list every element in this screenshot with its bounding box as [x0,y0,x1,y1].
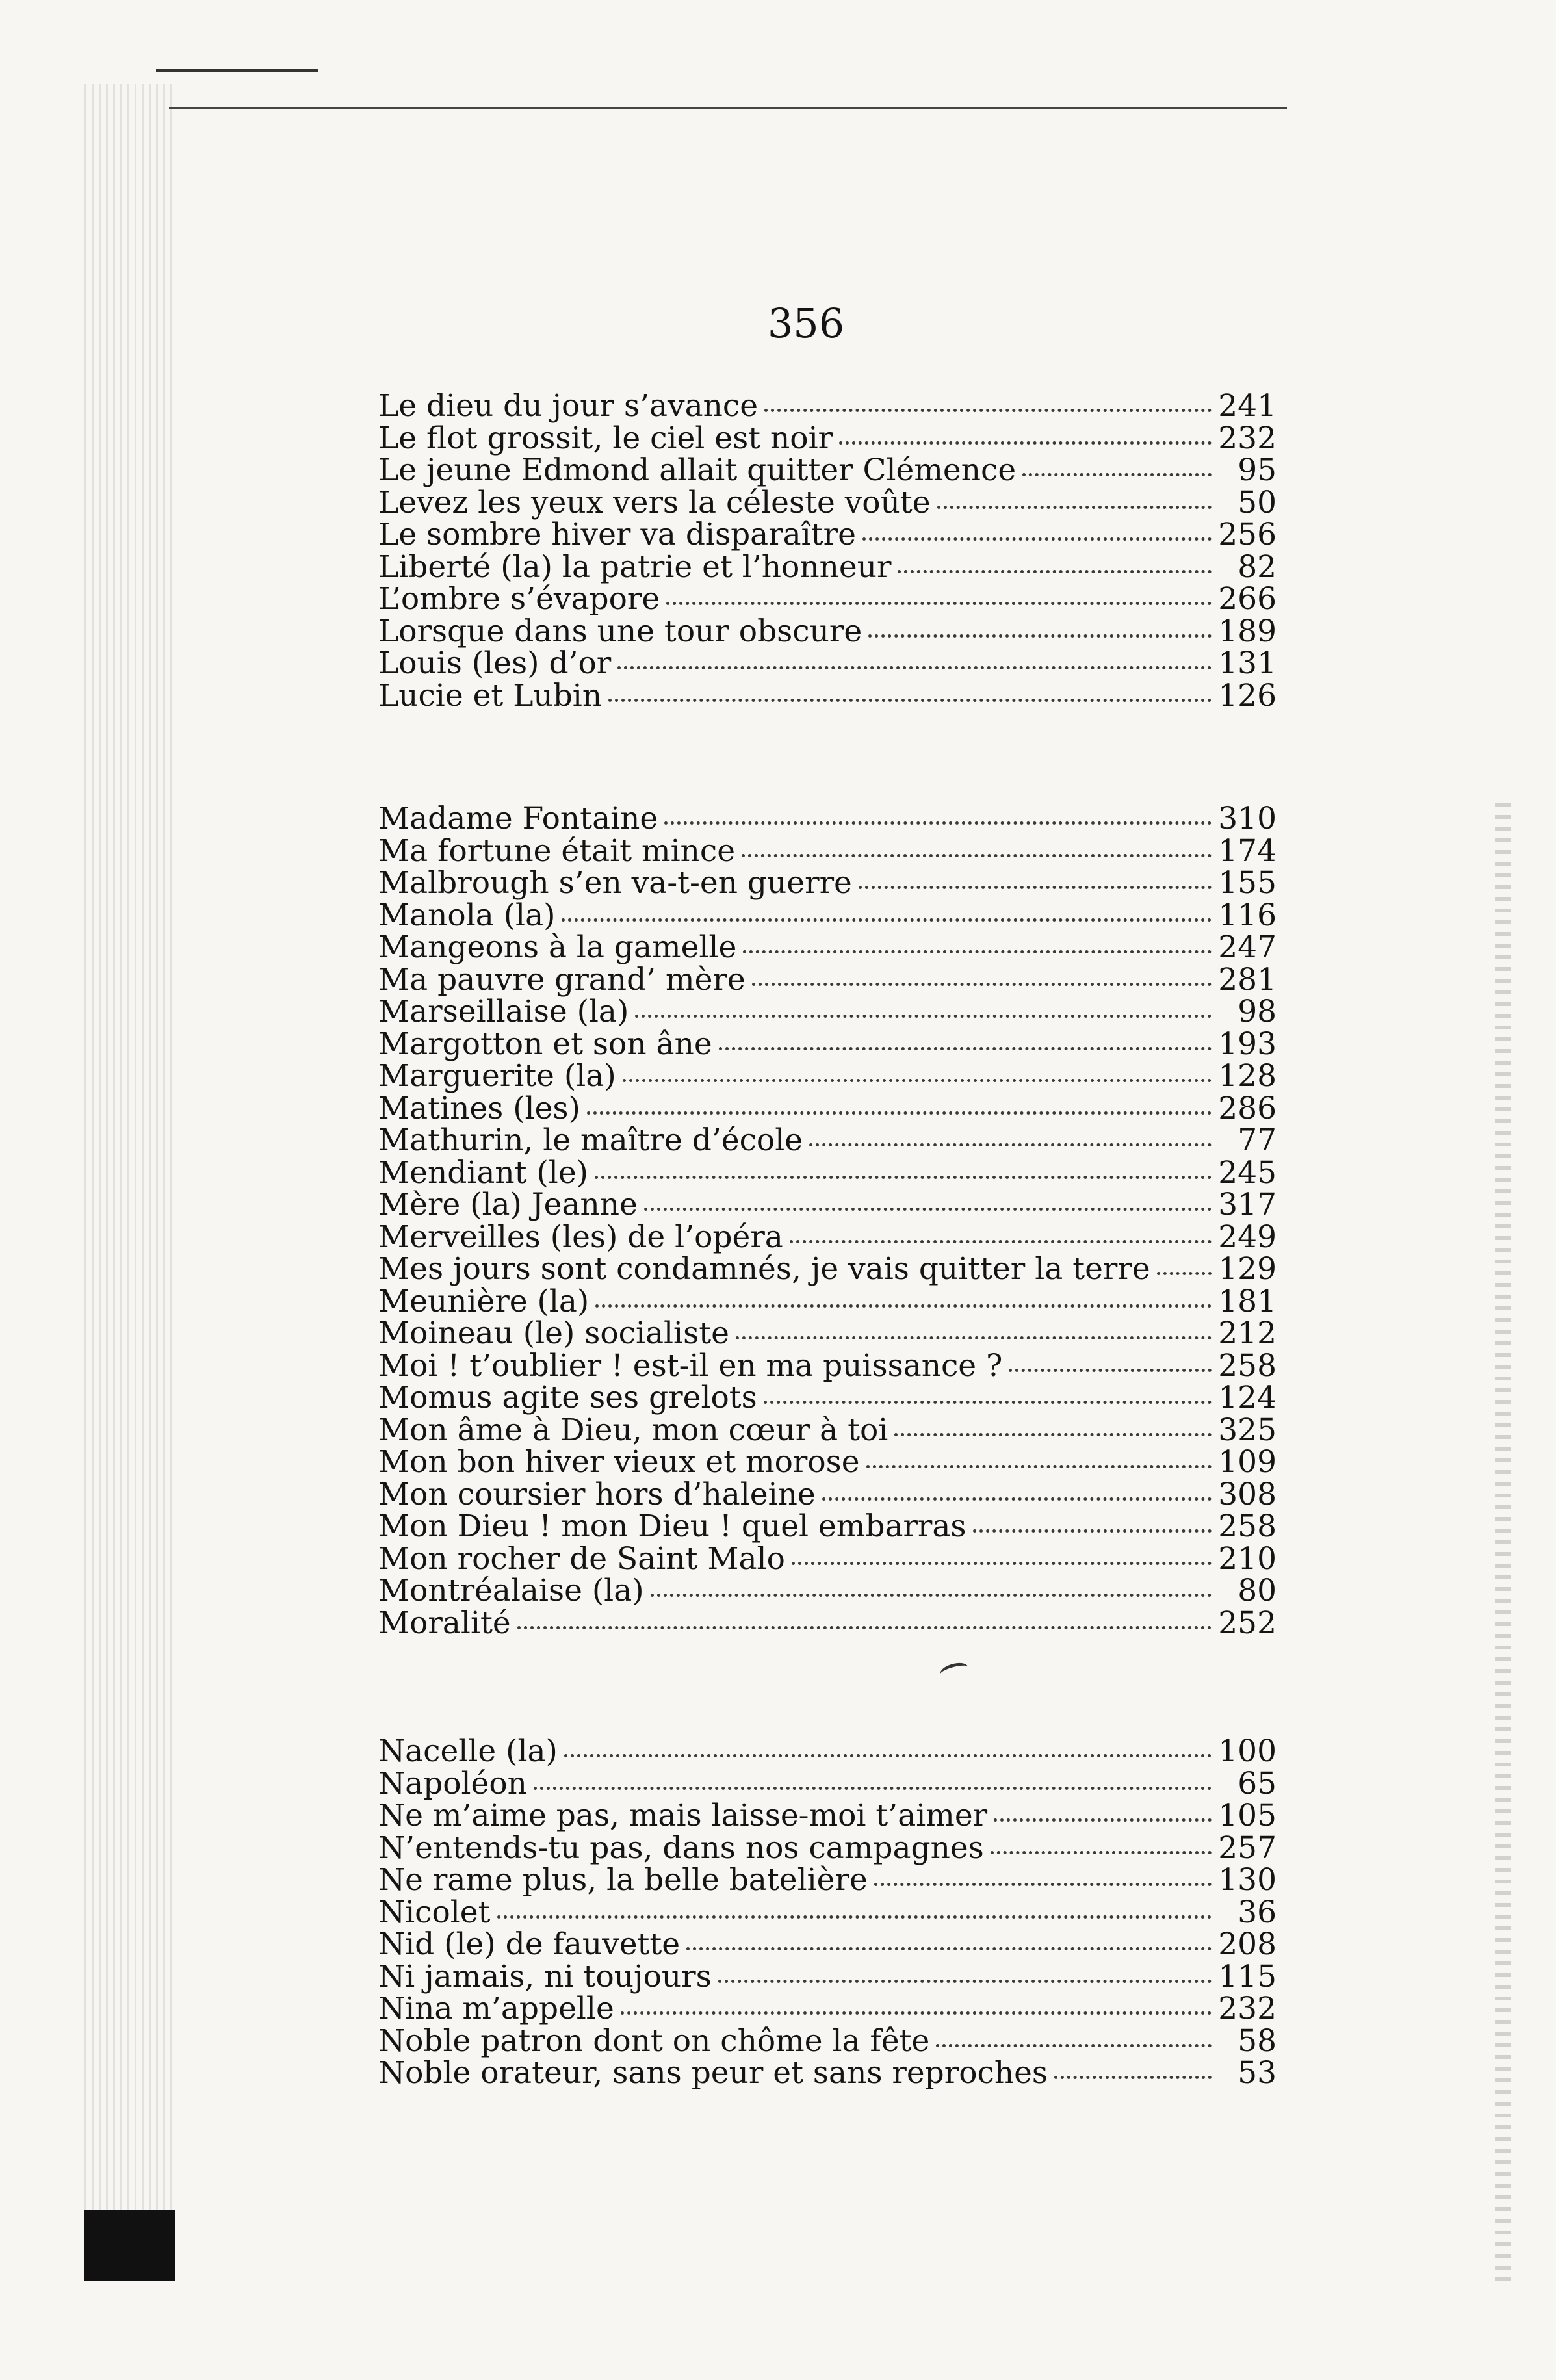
entry-title: Ma fortune était mince [378,833,736,869]
dot-leader [666,602,1212,605]
entry-title: Le sombre hiver va disparaître [378,517,856,552]
entry-title: Meunière (la) [378,1283,590,1319]
dot-leader [686,1947,1212,1950]
entry-title: Le jeune Edmond allait quitter Clémence [378,452,1017,488]
dot-leader [936,2044,1212,2047]
entry-title: Nacelle (la) [378,1733,558,1769]
index-entry [378,551,1277,584]
index-entry [378,1896,1277,1929]
dot-leader [595,1304,1212,1308]
index-entry [378,1028,1277,1061]
index-entry [378,996,1277,1028]
index-entry [378,677,1277,714]
dot-leader [623,1079,1212,1082]
entry-page-number: 310 [1218,801,1277,836]
entry-page-number: 281 [1218,961,1277,998]
index-section-n [378,1735,1277,2089]
entry-title: Lorsque dans une tour obscure [378,613,862,649]
index-entry [378,1607,1277,1640]
scan-edge-left [84,84,175,2281]
entry-title: Moineau (le) socialiste [378,1315,729,1351]
top-rule [169,107,1287,109]
dot-leader [790,1240,1212,1243]
scan-edge-block [84,2210,175,2281]
entry-page-number: 266 [1218,581,1277,617]
index-entry [378,1510,1277,1543]
entry-title: Ne m’aime pas, mais laisse-moi t’aimer [378,1798,988,1833]
dot-leader [517,1626,1212,1629]
entry-page-number: 131 [1218,645,1277,681]
entry-title: Marguerite (la) [378,1058,616,1094]
index-entry [378,1958,1277,1995]
entry-page-number: 325 [1218,1412,1277,1448]
entry-page-number: 95 [1238,452,1277,488]
index-entry [378,1832,1277,1865]
entry-title: Matines (les) [378,1090,580,1126]
index-entry [378,2057,1277,2089]
dot-leader [651,1594,1212,1597]
dot-leader [644,1208,1212,1211]
dot-leader [839,441,1212,445]
dot-leader [564,1754,1212,1757]
entry-page-number: 77 [1238,1122,1277,1158]
dot-leader [664,821,1212,825]
dot-leader [792,1562,1212,1565]
index-entry [378,583,1277,615]
dot-leader [868,634,1212,638]
index-entry [378,1993,1277,2025]
entry-page-number: 252 [1218,1605,1277,1641]
entry-title: Malbrough s’en va-t-en guerre [378,865,852,901]
entry-page-number: 286 [1218,1090,1277,1126]
index-entry [378,803,1277,835]
dot-leader [994,1818,1212,1822]
index-entry [378,1864,1277,1896]
index-entry [378,1382,1277,1414]
index-entry [378,1414,1277,1447]
entry-page-number: 50 [1238,484,1277,521]
entry-page-number: 249 [1218,1219,1277,1255]
section-ornament [939,1661,970,1681]
entry-page-number: 124 [1218,1380,1277,1416]
entry-title: Ma pauvre grand’ mère [378,961,746,998]
entry-title: Merveilles (les) de l’opéra [378,1219,783,1255]
dot-leader [534,1787,1212,1790]
dot-leader [587,1111,1212,1115]
entry-page-number: 247 [1218,929,1277,965]
dot-leader [764,409,1212,412]
entry-title: Mon âme à Dieu, mon cœur à toi [378,1412,888,1448]
entry-title: Nid (le) de fauvette [378,1926,681,1962]
entry-page-number: 82 [1238,549,1277,585]
entry-title: Le dieu du jour s’avance [378,388,759,424]
dot-leader [937,506,1212,509]
index-section-m [378,803,1277,1639]
entry-page-number: 65 [1238,1765,1277,1802]
index-entry [378,1283,1277,1319]
index-entry [378,1317,1277,1350]
entry-title: Lucie et Lubin [378,677,603,714]
entry-title: Mère (la) Jeanne [378,1187,638,1222]
entry-title: Momus agite ses grelots [378,1380,757,1416]
entry-title: Mon bon hiver vieux et morose [378,1444,860,1480]
entry-page-number: 174 [1218,833,1277,869]
entry-title: Margotton et son âne [378,1026,712,1062]
dot-leader [1022,473,1212,476]
page-number: 356 [767,300,845,347]
entry-title: Mes jours sont condamnés, je vais quitter la terre [378,1251,1150,1287]
entry-page-number: 155 [1218,865,1277,901]
index-entry [378,961,1277,998]
entry-page-number: 258 [1218,1347,1277,1384]
dot-leader [752,983,1212,986]
entry-page-number: 115 [1218,1958,1277,1995]
entry-page-number: 58 [1238,2023,1277,2059]
index-entry [378,1154,1277,1191]
index-entry [378,1540,1277,1577]
entry-page-number: 109 [1218,1444,1277,1480]
entry-title: Mangeons à la gamelle [378,929,737,965]
dot-leader [743,950,1212,953]
dot-leader [862,537,1212,541]
entry-page-number: 232 [1218,420,1277,456]
index-entry [378,1347,1277,1384]
entry-title: Moralité [378,1605,511,1641]
entry-page-number: 256 [1218,517,1277,552]
dot-leader [894,1433,1212,1436]
index-entry [378,1090,1277,1126]
entry-page-number: 212 [1218,1315,1277,1351]
dot-leader [874,1883,1212,1886]
entry-page-number: 128 [1218,1058,1277,1094]
index-entry [378,484,1277,521]
entry-page-number: 105 [1218,1798,1277,1833]
dot-leader [1157,1272,1212,1275]
entry-title: Noble patron dont on chôme la fête [378,2023,930,2059]
entry-page-number: 36 [1238,1894,1277,1930]
dot-leader [991,1851,1212,1854]
dot-leader [809,1143,1212,1146]
top-rule-short [156,69,318,72]
index-entry [378,422,1277,455]
dot-leader [1009,1369,1212,1372]
entry-title: Mendiant (le) [378,1154,588,1191]
entry-page-number: 258 [1218,1508,1277,1544]
index-entry [378,1221,1277,1254]
entry-page-number: 181 [1218,1283,1277,1319]
entry-page-number: 308 [1218,1476,1277,1512]
index-entry [378,390,1277,422]
entry-title: Nina m’appelle [378,1991,614,2026]
index-entry [378,835,1277,868]
entry-page-number: 130 [1218,1862,1277,1898]
dot-leader [742,854,1212,857]
index-entry [378,1189,1277,1221]
entry-title: Manola (la) [378,897,556,933]
entry-title: Levez les yeux vers la céleste voûte [378,484,931,521]
dot-leader [859,886,1212,889]
index-entry [378,1476,1277,1512]
dot-leader [635,1015,1212,1018]
entry-title: Mon rocher de Saint Malo [378,1540,785,1577]
entry-page-number: 257 [1218,1830,1277,1866]
index-entry [378,1446,1277,1479]
entry-title: Le flot grossit, le ciel est noir [378,420,833,456]
entry-page-number: 189 [1218,613,1277,649]
entry-title: Madame Fontaine [378,801,658,836]
dot-leader [595,1176,1212,1179]
entry-page-number: 100 [1218,1733,1277,1769]
entry-title: Marseillaise (la) [378,994,629,1029]
entry-page-number: 126 [1218,677,1277,714]
dot-leader [718,1980,1212,1983]
entry-page-number: 80 [1238,1573,1277,1609]
index-entry [378,1060,1277,1093]
entry-page-number: 245 [1218,1154,1277,1191]
dot-leader [822,1497,1212,1501]
entry-page-number: 116 [1218,897,1277,933]
entry-title: L’ombre s’évapore [378,581,660,617]
index-entry [378,1575,1277,1607]
dot-leader [764,1401,1212,1404]
dot-leader [608,699,1212,702]
index-entry [378,1928,1277,1961]
entry-page-number: 53 [1238,2055,1277,2091]
index-entry [378,519,1277,551]
dot-leader [1054,2076,1212,2079]
dot-leader [562,918,1212,922]
index-entry [378,1765,1277,1802]
entry-title: Mathurin, le maître d’école [378,1122,803,1158]
index-entry [378,1124,1277,1157]
index-entry [378,454,1277,487]
entry-title: Moi ! t’oublier ! est-il en ma puissance ? [378,1347,1003,1384]
index-entry [378,647,1277,680]
entry-title: Louis (les) d’or [378,645,612,681]
index-entry [378,1800,1277,1832]
dot-leader [973,1529,1212,1533]
entry-title: Napoléon [378,1765,527,1802]
dot-leader [621,2011,1212,2015]
entry-page-number: 129 [1218,1251,1277,1287]
entry-page-number: 98 [1238,994,1277,1029]
entry-title: Ne rame plus, la belle batelière [378,1862,868,1898]
dot-leader [736,1336,1212,1339]
entry-title: Mon Dieu ! mon Dieu ! quel embarras [378,1508,966,1544]
dot-leader [497,1915,1212,1919]
dot-leader [617,666,1212,669]
scan-edge-right [1495,799,1511,2281]
index-entry [378,1253,1277,1286]
entry-title: Mon coursier hors d’haleine [378,1476,816,1512]
index-entry [378,1735,1277,1768]
entry-page-number: 193 [1218,1026,1277,1062]
index-entry [378,615,1277,648]
index-entry [378,899,1277,932]
index-entry [378,867,1277,899]
entry-page-number: 232 [1218,1991,1277,2026]
entry-page-number: 317 [1218,1187,1277,1222]
index-entry [378,931,1277,964]
dot-leader [719,1047,1212,1050]
index-entry [378,2025,1277,2058]
index-section-l [378,390,1277,712]
entry-title: Noble orateur, sans peur et sans reproches [378,2055,1048,2091]
entry-title: Montréalaise (la) [378,1573,644,1609]
entry-title: N’entends-tu pas, dans nos campagnes [378,1830,984,1866]
dot-leader [898,570,1212,573]
entry-page-number: 241 [1218,388,1277,424]
entry-page-number: 210 [1218,1540,1277,1577]
entry-title: Ni jamais, ni toujours [378,1958,712,1995]
dot-leader [866,1465,1212,1468]
entry-title: Liberté (la) la patrie et l’honneur [378,549,892,585]
entry-title: Nicolet [378,1894,491,1930]
entry-page-number: 208 [1218,1926,1277,1962]
